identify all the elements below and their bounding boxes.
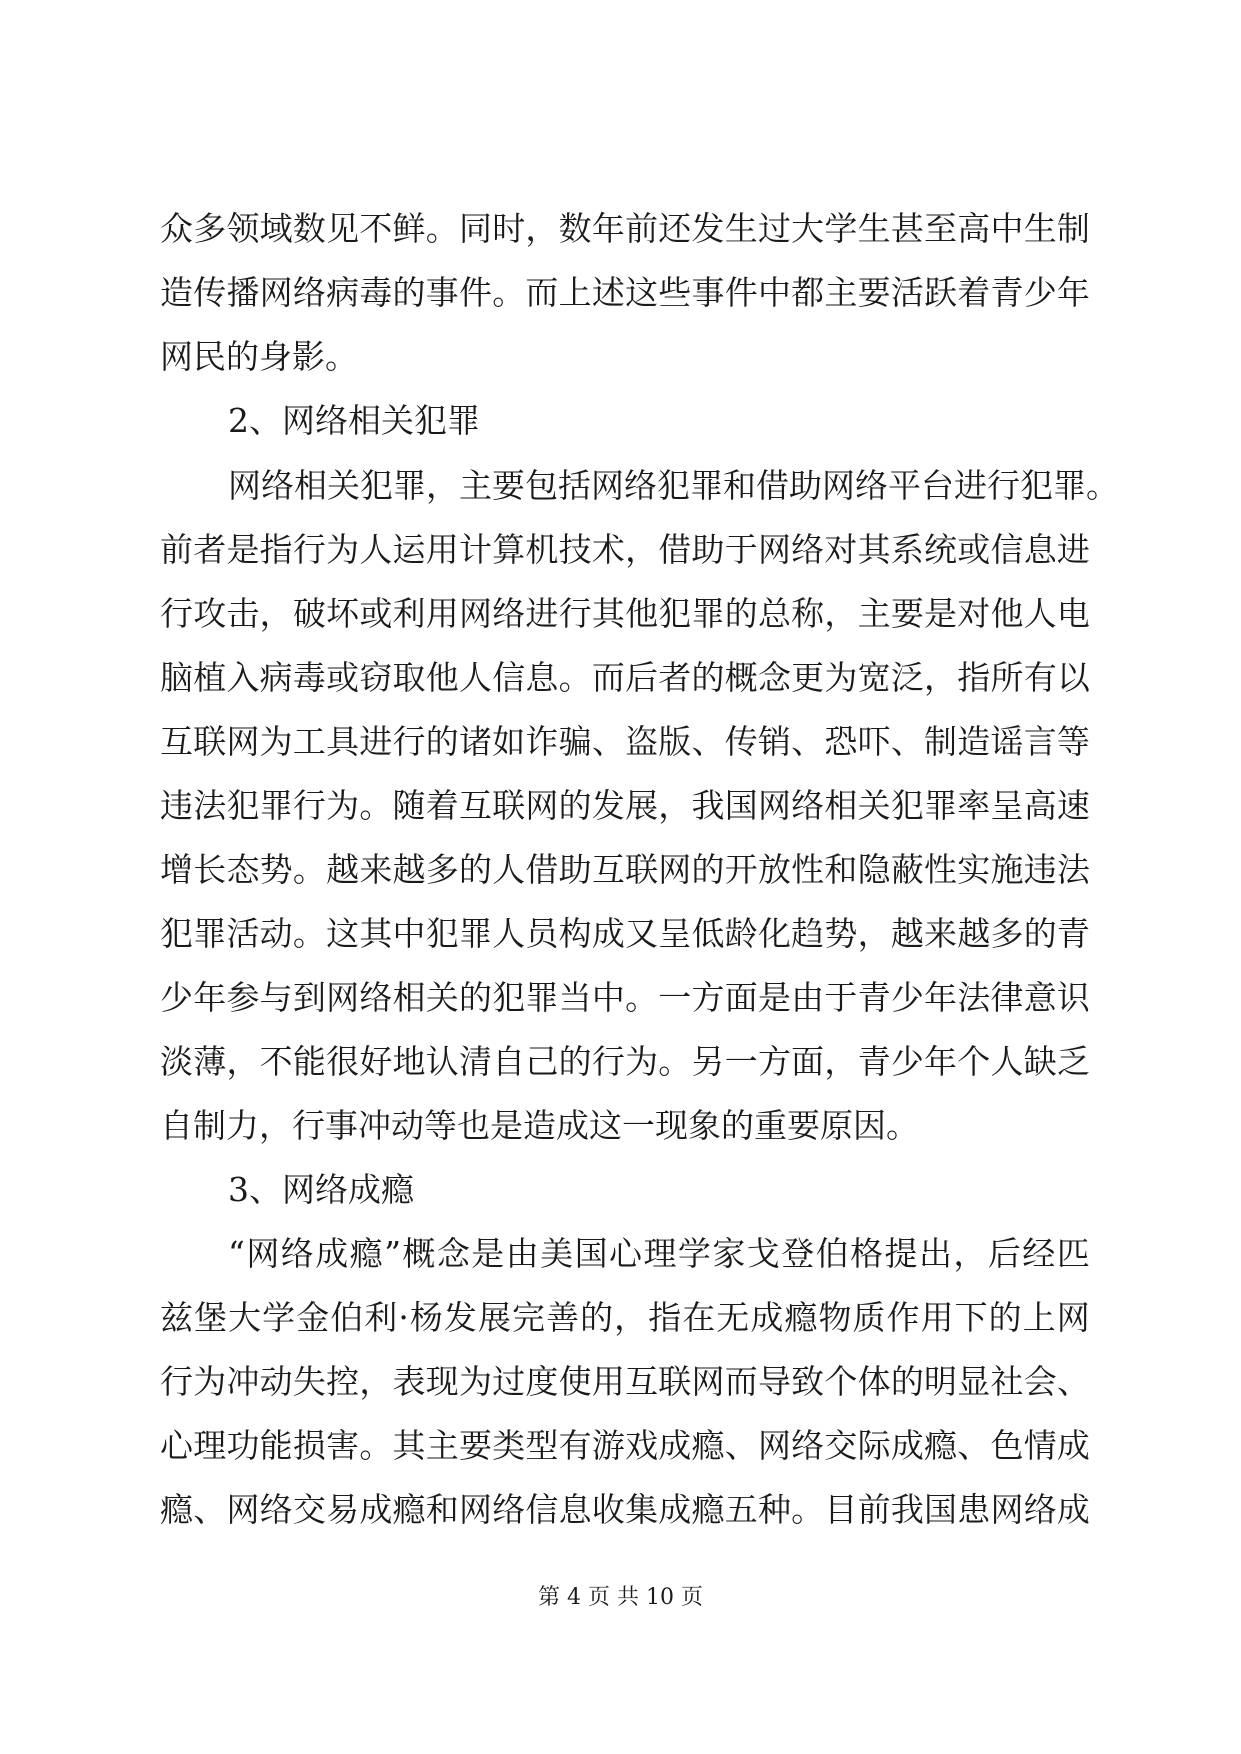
text-line-9: 互 联 网 为 工 具 进 行 的 诸 如 诈 骗 、 盗 版 、 传 销 、 恐 吓 、 制 造 谣 言 等 [160,722,1090,761]
text-line-20: 心 理 功 能 损 害 。 其 主 要 类 型 有 游 戏 成 瘾 、 网 络 交 际 成 瘾 、 色 情 成 [160,1426,1090,1465]
text-line-18: 兹 堡 大 学 金 伯 利 · 杨 发 展 完 善 的 ， 指 在 无 成 瘾 物 质 作 用 下 的 上 网 [160,1298,1090,1337]
text-line-2: 造 传 播 网 络 病 毒 的 事 件 。 而 上 述 这 些 事 件 中 都 主 要 活 跃 着 青 少 年 [160,273,1090,312]
text-line-6: 前 者 是 指 行 为 人 运 用 计 算 机 技 术 ， 借 助 于 网 络 对 其 系 统 或 信 息 进 [160,530,1090,569]
text-line-13: 少 年 参 与 到 网 络 相 关 的 犯 罪 当 中 。 一 方 面 是 由 于 青 少 年 法 律 意 识 [160,978,1090,1017]
text-line-7: 行 攻 击 ， 破 坏 或 利 用 网 络 进 行 其 他 犯 罪 的 总 称 ， 主 要 是 对 他 人 电 [160,594,1090,633]
text-line-14: 淡 薄 ， 不 能 很 好 地 认 清 自 己 的 行 为 。 另 一 方 面 ， 青 少 年 个 人 缺 乏 [160,1042,1090,1081]
page-number-footer: 第 4 页 共 10 页 [538,1585,703,1610]
section-heading-3: 3、网络成瘾 [228,1170,414,1209]
text-line-15: 自制力，行事冲动等也是造成这一现象的重要原因。 [160,1106,919,1145]
text-line-3: 网民的身影。 [160,337,358,376]
text-line-12: 犯 罪 活 动 。 这 其 中 犯 罪 人 员 构 成 又 呈 低 龄 化 趋 势 ， 越 来 越 多 的 青 [160,914,1090,953]
text-line-19: 行 为 冲 动 失 控 ， 表 现 为 过 度 使 用 互 联 网 而 导 致 个 体 的 明 显 社 会 、 [160,1362,1090,1401]
text-line-8: 脑 植 入 病 毒 或 窃 取 他 人 信 息 。 而 后 者 的 概 念 更 为 宽 泛 ， 指 所 有 以 [160,658,1090,697]
text-line-21: 瘾 、 网 络 交 易 成 瘾 和 网 络 信 息 收 集 成 瘾 五 种 。 目 前 我 国 患 网 络 成 [160,1490,1090,1529]
section-heading-2: 2、网络相关犯罪 [228,401,480,440]
text-line-1: 众 多 领 域 数 见 不 鲜 。 同 时 ， 数 年 前 还 发 生 过 大 学 生 甚 至 高 中 生 制 [160,209,1090,248]
text-line-11: 增 长 态 势 。 越 来 越 多 的 人 借 助 互 联 网 的 开 放 性 和 隐 蔽 性 实 施 违 法 [160,850,1090,889]
text-line-10: 违 法 犯 罪 行 为 。 随 着 互 联 网 的 发 展 ， 我 国 网 络 相 关 犯 罪 率 呈 高 速 [160,786,1090,825]
text-line-17: “ 网 络 成 瘾 ” 概 念 是 由 美 国 心 理 学 家 戈 登 伯 格 提 出 ， 后 经 匹 [228,1234,1090,1273]
text-line-5: 网 络 相 关 犯 罪 ， 主 要 包 括 网 络 犯 罪 和 借 助 网 络 平 台 进 行 犯 罪 。 [228,466,1119,505]
